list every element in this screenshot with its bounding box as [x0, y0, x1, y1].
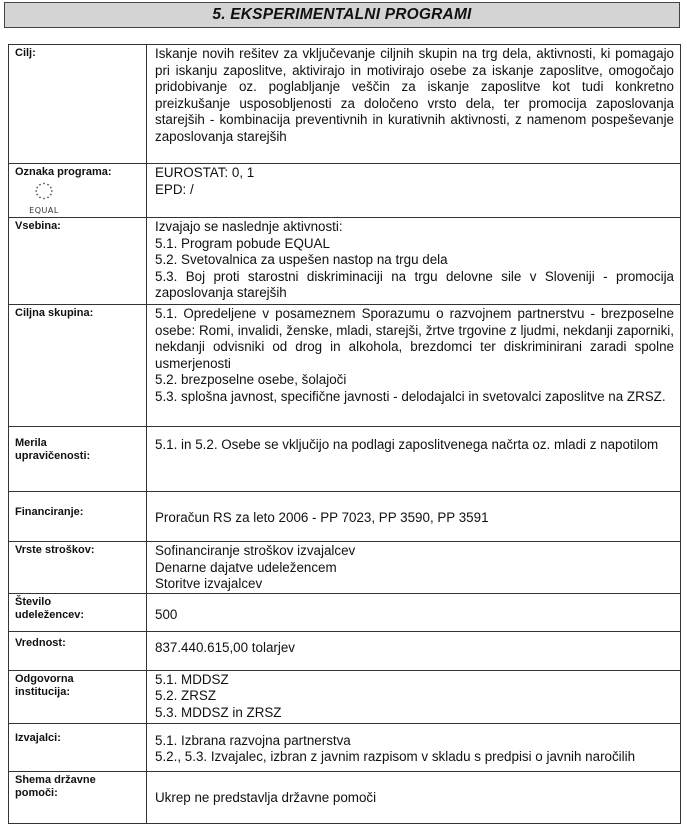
odgovorna-line: 5.3. MDDSZ in ZRSZ — [155, 704, 282, 720]
label-merila: Merila — [15, 437, 47, 449]
oznaka-line: EPD: / — [155, 181, 194, 197]
ciljna-line: 5.2. brezposelne osebe, šolajoči — [155, 372, 347, 387]
row-oznaka — [9, 164, 681, 218]
row-odgovorna — [9, 670, 681, 723]
label-vsebina: Vsebina: — [9, 218, 147, 305]
value-vsebina — [147, 218, 681, 305]
row-stevilo — [9, 593, 681, 631]
value-stevilo: 500 — [147, 593, 681, 631]
value-ciljna — [147, 305, 681, 427]
vrste-line: Sofinanciranje stroškov izvajalcev — [155, 543, 356, 558]
label-ciljna: Ciljna skupina: — [9, 305, 147, 427]
label-cell-stevilo — [9, 593, 147, 631]
value-vrednost: 837.440.615,00 tolarjev — [147, 631, 681, 670]
label-shema: Shema državne — [15, 773, 96, 786]
row-vrednost — [9, 631, 681, 670]
value-shema: Ukrep ne predstavlja državne pomoči — [147, 771, 681, 823]
value-vrste — [147, 542, 681, 594]
odgovorna-line: 5.2. ZRSZ — [155, 688, 217, 703]
label-stevilo: Število — [15, 595, 52, 608]
label-stevilo-2: udeležencev: — [15, 608, 85, 621]
label-izvajalci: Izvajalci: — [9, 723, 147, 771]
value-cilj: Iskanje novih rešitev za vključevanje ciljnih skupin na trg dela, aktivnosti, ki pomagajo pri iskanju zaposlitve, aktivirajo in motivirajo osebe za iskanje zaposlitve, omogočajo pridobivanje oz. poglabljanje veščin za iskanje zaposlitve kot tudi konkretno preizkušanje usposobljenosti za določeno vrsto dela, ter promocija zaposlovanja starejših - kombinacija preventivnih in kurativnih aktivnosti, z namenom pospeševanje zaposlovanja starejših — [147, 45, 681, 164]
value-izvajalci — [147, 723, 681, 771]
izvajalci-line: 5.2., 5.3. Izvajalec, izbran z javnim razpisom v skladu s predpisi o javnih naročilih — [155, 749, 636, 764]
program-table — [8, 44, 681, 824]
label-merila-2: upravičenosti: — [15, 450, 91, 462]
vsebina-line: Izvajajo se naslednje aktivnosti: — [155, 219, 343, 234]
label-cell-oznaka — [9, 164, 147, 218]
eu-stars-icon — [31, 181, 57, 201]
value-merila: 5.1. in 5.2. Osebe se vključijo na podlagi zaposlitvenega načrta oz. mladi z napotilom — [147, 427, 681, 492]
vsebina-line: 5.2. Svetovalnica za uspešen nastop na trgu dela — [155, 252, 448, 267]
equal-logo-text: EQUAL — [29, 206, 59, 215]
row-vsebina — [9, 218, 681, 305]
value-odgovorna — [147, 670, 681, 723]
row-vrste — [9, 542, 681, 594]
label-oznaka: Oznaka programa: — [15, 166, 112, 178]
row-financiranje — [9, 492, 681, 542]
label-vrednost: Vrednost: — [9, 631, 147, 670]
vrste-line: Storitve izvajalcev — [155, 576, 263, 591]
label-cell-shema — [9, 771, 147, 823]
label-cell-merila — [9, 427, 147, 492]
row-shema — [9, 771, 681, 823]
section-title-bar — [4, 2, 680, 28]
vsebina-line: 5.3. Boj proti starostni diskriminaciji na trgu delovne sile v Sloveniji - promocija zaposlovanja starejših — [155, 268, 674, 300]
equal-logo — [19, 181, 69, 217]
label-cell-odgovorna — [9, 670, 147, 723]
ciljna-line: 5.3. splošna javnost, specifične javnosti - delodajalci in svetovalci zaposlitve na ZRSZ. — [155, 388, 666, 404]
label-odgovorna-2: institucija: — [15, 685, 71, 698]
row-merila — [9, 427, 681, 492]
oznaka-line: EUROSTAT: 0, 1 — [155, 165, 255, 180]
value-financiranje: Proračun RS za leto 2006 - PP 7023, PP 3590, PP 3591 — [147, 492, 681, 542]
label-odgovorna: Odgovorna — [15, 672, 74, 685]
label-vrste: Vrste stroškov: — [9, 542, 147, 594]
value-oznaka — [147, 164, 681, 218]
izvajalci-line: 5.1. Izbrana razvojna partnerstva — [155, 732, 351, 748]
row-izvajalci — [9, 723, 681, 771]
label-cilj: Cilj: — [9, 45, 147, 164]
label-financiranje: Financiranje: — [9, 492, 147, 542]
row-ciljna — [9, 305, 681, 427]
vsebina-line: 5.1. Program pobude EQUAL — [155, 235, 330, 251]
section-title: 5. EKSPERIMENTALNI PROGRAMI — [212, 6, 472, 23]
vrste-line: Denarne dajatve udeležencem — [155, 559, 337, 575]
row-cilj — [9, 45, 681, 164]
label-shema-2: pomoči: — [15, 786, 58, 799]
ciljna-line: 5.1. Opredeljene v posameznem Sporazumu o razvojnem partnerstvu - brezposelne osebe: Romi, invalidi, ženske, mladi, starejši, žrtve trgovine z ljudmi, nekdanji zaporniki, nekdanji odvisniki od drog in alkohola, brezdomci ter diskriminirani zaradi spolne usmerjenosti — [155, 306, 674, 371]
odgovorna-line: 5.1. MDDSZ — [155, 671, 229, 687]
